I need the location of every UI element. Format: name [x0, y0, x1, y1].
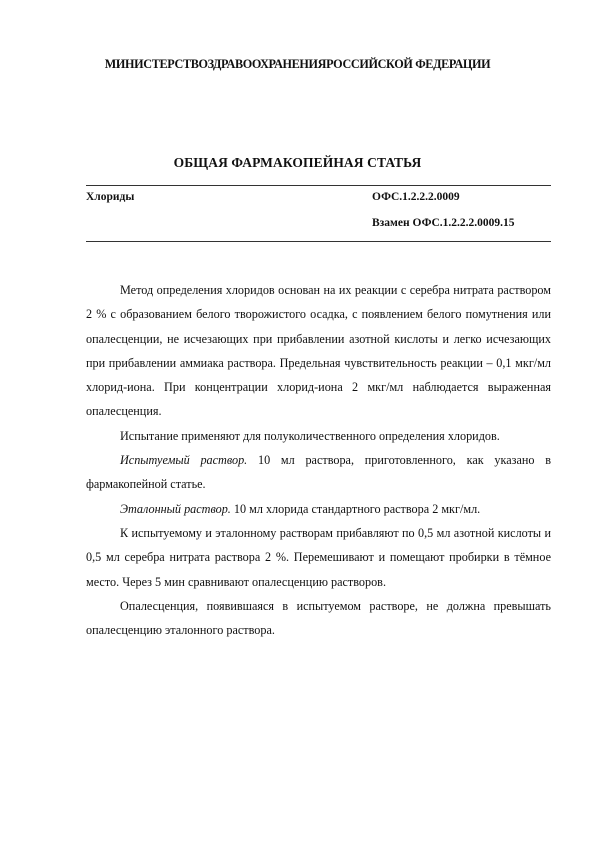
paragraph-reference-solution — [86, 497, 551, 521]
test-solution-text: 10 мл раствора, приготовленного, как указано в фармакопейной статье. — [86, 453, 551, 492]
article-code: ОФС.1.2.2.2.0009 — [372, 191, 460, 203]
paragraph-purpose: Испытание применяют для полуколичественного определения хлоридов. — [120, 428, 500, 443]
paragraph-method: Метод определения хлоридов основан на их реакции с серебра нитрата раствором 2 % с образованием белого творожистого осадка, с появлением белого помутнения или опалесценции, не исчезающих при прибавлении азотной кислоты и легко исчезающих при прибавлении аммиака раствора. Предельная чувствительность реакции – 0,1 мкг/мл хлорид-иона. При концентрации хлорид-иона 2 мкг/мл наблюдается выраженная опалесценция. — [86, 283, 551, 419]
article-body — [86, 278, 551, 642]
bottom-divider — [86, 241, 551, 242]
article-replaces: Взамен ОФС.1.2.2.2.0009.15 — [372, 217, 515, 229]
top-divider — [86, 185, 551, 186]
document-type-title: ОБЩАЯ ФАРМАКОПЕЙНАЯ СТАТЬЯ — [173, 155, 422, 170]
paragraph-test-solution — [86, 448, 551, 497]
ministry-header: МИНИСТЕРСТВОЗДРАВООХРАНЕНИЯРОССИЙСКОЙ ФЕДЕРАЦИИ — [104, 57, 491, 71]
article-name: Хлориды — [86, 191, 135, 203]
paragraph-procedure: К испытуемому и эталонному растворам прибавляют по 0,5 мл азотной кислоты и 0,5 мл серебра нитрата раствора 2 %. Перемешивают и помещают пробирки в тёмное место. Через 5 мин сравнивают опалесценцию растворов. — [86, 525, 551, 589]
paragraph-criterion: Опалесценция, появившаяся в испытуемом растворе, не должна превышать опалесценцию эталонного раствора. — [86, 598, 551, 638]
reference-solution-text: 10 мл хлорида стандартного раствора 2 мкг/мл. — [230, 501, 481, 516]
test-solution-label: Испытуемый раствор. — [120, 453, 248, 468]
reference-solution-label: Эталонный раствор. — [120, 501, 231, 516]
